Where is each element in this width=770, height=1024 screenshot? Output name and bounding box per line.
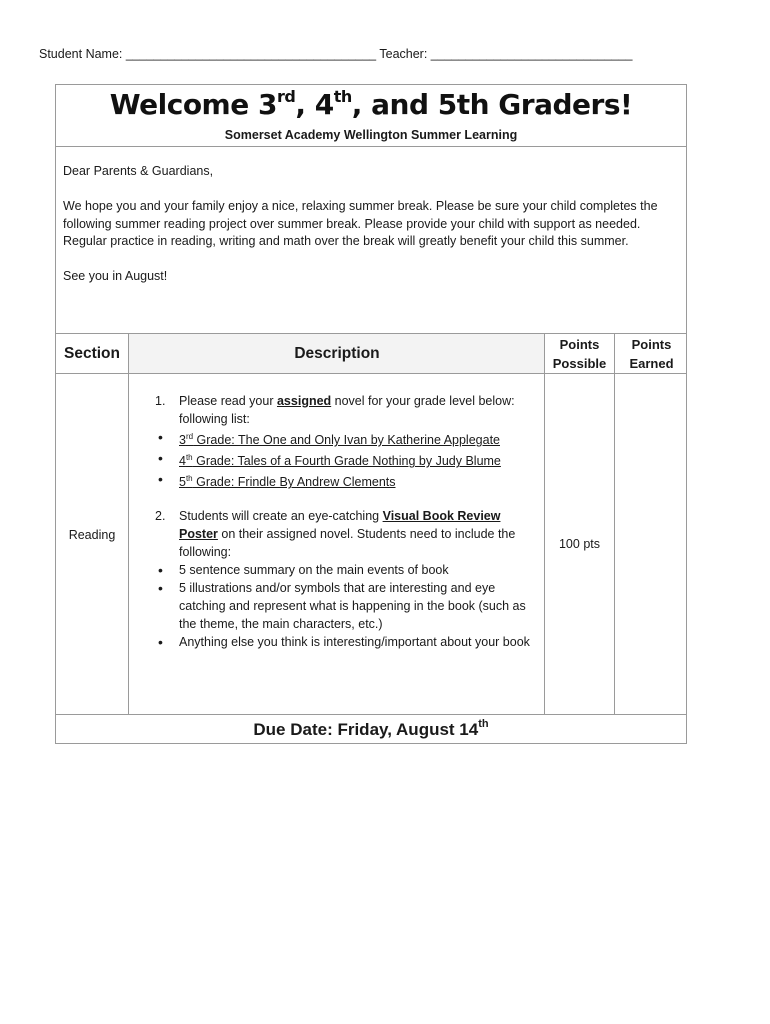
letter-closing: See you in August! [63, 269, 168, 283]
column-divider [544, 333, 545, 714]
col-header-section: Section [64, 345, 120, 362]
assignment-table [55, 84, 687, 744]
letter-greeting: Dear Parents & Guardians, [63, 164, 214, 178]
name-teacher-line [39, 47, 632, 61]
description-cell [141, 392, 533, 651]
school-subtitle: Somerset Academy Wellington Summer Learning [224, 128, 518, 142]
student-name-field[interactable]: Student Name: ____________________________________ [39, 47, 377, 61]
col-header-points-earned: Points Earned [629, 337, 674, 371]
col-header-description: Description [294, 345, 380, 362]
list-item: • Anything else you think is interesting/important about your book [158, 634, 530, 651]
letter-body: We hope you and your family enjoy a nice, relaxing summer break. Please be sure your child completes the following summer reading project over summer break. Please provide your child with support as needed. Regular practice in reading, writing and math over the break will greatly benefit your child this summer. [63, 199, 658, 248]
list-item: 1. Please read your assigned novel for your grade level below: following list: [155, 394, 515, 426]
section-cell-reading: Reading [68, 528, 116, 542]
list-item: • 5 sentence summary on the main events of book [158, 562, 449, 579]
list-item: • 5th Grade: Frindle By Andrew Clements [158, 471, 396, 490]
list-item: 2. Students will create an eye-catching Visual Book Review Poster on their assigned novel. Students need to include the following: [155, 509, 516, 560]
parent-letter [63, 163, 675, 303]
teacher-field[interactable]: Teacher: _____________________________ [379, 47, 633, 61]
due-date: Due Date: Friday, August 14th [253, 718, 489, 739]
column-divider [614, 333, 615, 714]
list-item: • 3rd Grade: The One and Only Ivan by Katherine Applegate [158, 429, 500, 448]
points-possible-cell: 100 pts [558, 537, 600, 551]
column-divider [128, 333, 129, 714]
page-title: Welcome 3rd, 4th, and 5th Graders! [109, 87, 633, 121]
divider [56, 146, 686, 147]
col-header-points-possible: Points Possible [552, 337, 607, 371]
divider [56, 373, 686, 374]
list-item: • 5 illustrations and/or symbols that are interesting and eye catching and represent what is happening in the book (such as the theme, the main characters, etc.) [158, 580, 526, 632]
list-item: • 4th Grade: Tales of a Fourth Grade Nothing by Judy Blume [158, 450, 501, 469]
divider [56, 714, 686, 715]
